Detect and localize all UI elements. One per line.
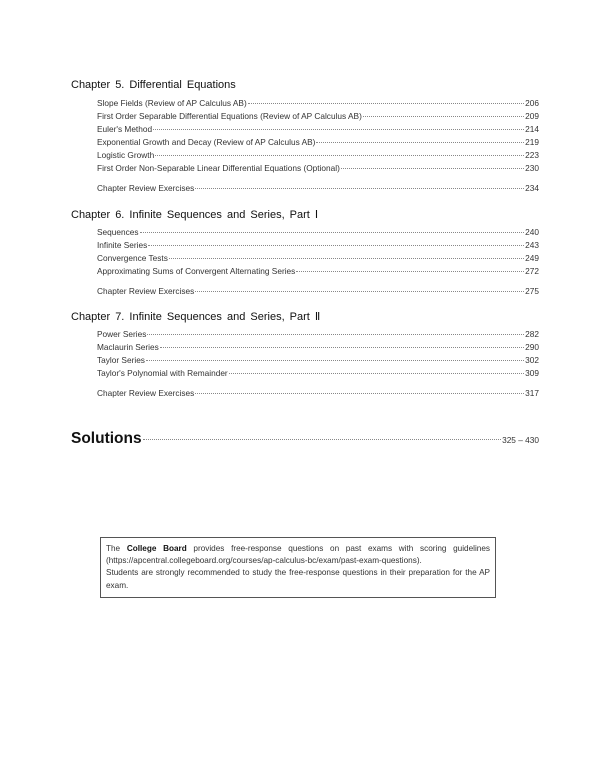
toc-entry-label: Chapter Review Exercises (97, 183, 195, 193)
toc-entry[interactable] (97, 162, 539, 175)
toc-entry-label: Taylor's Polynomial with Remainder (97, 368, 228, 378)
toc-entry-label: Chapter Review Exercises (97, 388, 195, 398)
toc-entry-label: Approximating Sums of Convergent Alternating Series (97, 266, 296, 276)
dot-leader (363, 116, 524, 117)
dot-leader (143, 439, 501, 440)
toc-entry-page: 214 (525, 124, 539, 134)
college-board-note (100, 537, 496, 598)
toc-review-entry[interactable] (97, 387, 539, 400)
dot-leader (169, 258, 524, 259)
dot-leader (316, 142, 524, 143)
dot-leader (153, 129, 524, 130)
toc-entry[interactable] (97, 265, 539, 278)
toc-entry-label: Infinite Series (97, 240, 148, 250)
dot-leader (248, 103, 524, 104)
toc-review-entry[interactable] (97, 285, 539, 298)
toc-entry-page: 209 (525, 111, 539, 121)
note-paragraph-2: Students are strongly recommended to study the free-response questions in their preparation for the AP exam. (106, 568, 490, 590)
toc-entry-page: 309 (525, 368, 539, 378)
toc-entry-label: First Order Non-Separable Linear Differential Equations (Optional) (97, 163, 340, 173)
toc-entry-page: 282 (525, 329, 539, 339)
dot-leader (296, 271, 524, 272)
toc-entry-label: Chapter Review Exercises (97, 286, 195, 296)
toc-entry-page: 317 (525, 388, 539, 398)
toc-entry[interactable] (97, 341, 539, 354)
dot-leader (146, 360, 524, 361)
chapter-7-title: Chapter 7. Infinite Sequences and Series, Part Ⅱ (71, 311, 321, 323)
toc-entry-label: Exponential Growth and Decay (Review of AP Calculus AB) (97, 137, 316, 147)
toc-entry-label: Logistic Growth (97, 150, 155, 160)
toc-entry[interactable] (97, 123, 539, 136)
note-text-1: provides free-response questions on past exams with scoring guidelines (https://apcentral.collegeboard.org/courses/ap-calculus-bc/exam/past-exam-questions). (106, 544, 490, 566)
toc-entry-page: 240 (525, 227, 539, 237)
chapter-6-title: Chapter 6. Infinite Sequences and Series, Part Ⅰ (71, 209, 319, 221)
dot-leader (140, 232, 525, 233)
toc-entry-page: 243 (525, 240, 539, 250)
toc-entry-page: 223 (525, 150, 539, 160)
toc-entry-page: 206 (525, 98, 539, 108)
note-paragraph-1 (106, 543, 490, 567)
dot-leader (229, 373, 524, 374)
toc-entry-page: 234 (525, 183, 539, 193)
toc-entry[interactable] (97, 110, 539, 123)
chapter-5-title: Chapter 5. Differential Equations (71, 79, 236, 91)
toc-entry[interactable] (97, 252, 539, 265)
toc-entry[interactable] (97, 136, 539, 149)
note-prefix: The (106, 544, 127, 553)
toc-entry[interactable] (97, 328, 539, 341)
toc-entry[interactable] (97, 367, 539, 380)
toc-entry-page: 275 (525, 286, 539, 296)
toc-entry[interactable] (97, 97, 539, 110)
toc-entry-page: 272 (525, 266, 539, 276)
toc-entry[interactable] (97, 239, 539, 252)
dot-leader (195, 393, 524, 394)
toc-entry[interactable] (97, 149, 539, 162)
dot-leader (195, 188, 524, 189)
toc-entry-page: 219 (525, 137, 539, 147)
solutions-pages: 325 – 430 (502, 435, 539, 445)
toc-entry-page: 290 (525, 342, 539, 352)
toc-entry[interactable] (97, 354, 539, 367)
chapter-6-entries (97, 226, 539, 298)
dot-leader (148, 245, 524, 246)
note-brand: College Board (126, 544, 187, 553)
toc-entry-page: 302 (525, 355, 539, 365)
toc-entry-page: 249 (525, 253, 539, 263)
toc-entry-label: Power Series (97, 329, 147, 339)
dot-leader (195, 291, 524, 292)
solutions-entry[interactable] (71, 430, 539, 448)
toc-entry-label: Taylor Series (97, 355, 145, 365)
toc-entry-page: 230 (525, 163, 539, 173)
dot-leader (147, 334, 524, 335)
chapter-7-entries (97, 328, 539, 400)
toc-entry-label: First Order Separable Differential Equations (Review of AP Calculus AB) (97, 111, 362, 121)
toc-entry-label: Slope Fields (Review of AP Calculus AB) (97, 98, 247, 108)
toc-entry-label: Euler's Method (97, 124, 153, 134)
dot-leader (155, 155, 524, 156)
toc-entry-label: Convergence Tests (97, 253, 168, 263)
toc-entry-label: Sequences (97, 227, 139, 237)
toc-entry[interactable] (97, 226, 539, 239)
toc-review-entry[interactable] (97, 182, 539, 195)
dot-leader (160, 347, 524, 348)
chapter-5-entries (97, 97, 539, 195)
toc-entry-label: Maclaurin Series (97, 342, 159, 352)
dot-leader (341, 168, 524, 169)
solutions-label: Solutions (71, 430, 142, 447)
